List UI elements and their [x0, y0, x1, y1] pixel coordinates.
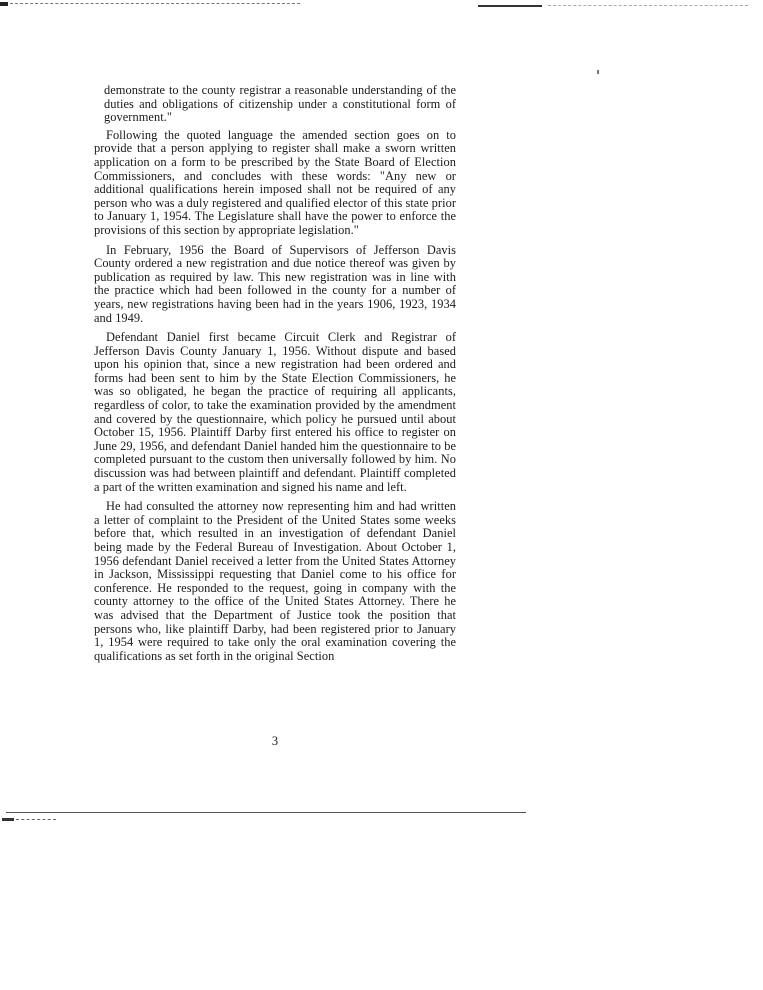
paragraph: In February, 1956 the Board of Supervisors of Jefferson Davis County ordered a new registration and due notice thereof was given by publication as required by law. This new registration was in line with the practice which had been followed in the county for a number of years, new registrations having been had in the years 1906, 1923, 1934 and 1949. — [94, 242, 456, 325]
paragraph: Defendant Daniel first became Circuit Clerk and Registrar of Jefferson Davis County January 1, 1956. Without dispute and based upon his opinion that, since a new registration had been ordered and forms had been sent to him by the State Election Commissioners, he was so obligated, he began the practice of requiring all applicants, regardless of color, to take the examination provided by the amendment and covered by the questionnaire, which policy he pursued until about October 15, 1956. Plaintiff Darby first entered his office to register on June 29, 1956, and defendant Daniel handed him the questionnaire to be completed pursuant to the custom then universally followed by him. No discussion was had between plaintiff and defendant. Plaintiff completed a part of the written examination and signed his name and left. — [94, 330, 456, 494]
document-body — [94, 84, 456, 669]
scan-top-left-mark — [0, 2, 8, 6]
scan-bottom-dashed-line — [16, 819, 56, 820]
paragraph: He had consulted the attorney now representing him and had written a letter of complaint to the President of the United States some weeks before that, which resulted in an investigation of defendant Daniel being made by the Federal Bureau of Investigation. About October 1, 1956 defendant Daniel received a letter from the United States Attorney in Jackson, Mississippi requesting that Daniel come to his office for conference. He responded to the request, going in company with the county attorney to the office of the United States Attorney. There he was advised that the Department of Justice took the position that persons who, like plaintiff Darby, had been registered prior to January 1, 1954 were required to take only the oral examination covering the qualifications as set forth in the original Section — [94, 499, 456, 663]
paragraph-quote-continuation: demonstrate to the county registrar a reasonable understanding of the duties and obligations of citizenship under a constitutional form of government." — [104, 83, 456, 125]
scan-bottom-left-mark — [2, 818, 14, 821]
scan-top-right-dots — [548, 5, 748, 6]
scan-bottom-rule — [6, 812, 526, 813]
page-number: 3 — [271, 734, 279, 748]
paragraph: Following the quoted language the amended section goes on to provide that a person applying to register shall make a sworn written application on a form to be prescribed by the State Board of Election Commissioners, and concludes with these words: "Any new or additional qualifications herein imposed shall not be required of any person who was a duly registered and qualified elector of this state prior to January 1, 1954. The Legislature shall have the power to enforce the provisions of this section by appropriate legislation." — [94, 127, 456, 237]
margin-speck — [597, 70, 599, 74]
scan-top-dashed-line — [10, 3, 300, 4]
scan-top-right-rule — [478, 5, 542, 7]
